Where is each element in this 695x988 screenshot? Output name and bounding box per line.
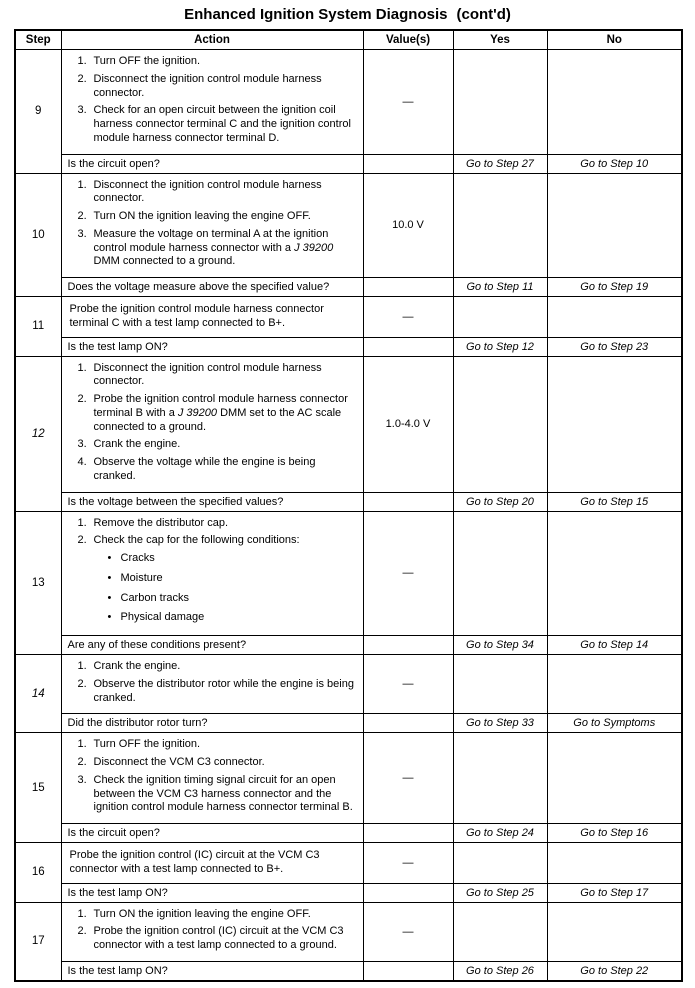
yes-spacer-cell (453, 843, 547, 884)
action-item-text: Measure the voltage on terminal A at the ignition control module harness connector with a J 39200 DMM connected to a ground. (93, 227, 334, 268)
no-spacer-cell (547, 733, 682, 824)
yes-spacer-cell (453, 50, 547, 155)
yes-result: Go to Step 33 (453, 714, 547, 733)
action-item-text: Disconnect the ignition control module harness connector. (93, 72, 322, 99)
bullet-marker: • (107, 552, 112, 564)
step-number-cell: 11 (15, 297, 61, 357)
no-spacer-cell (547, 843, 682, 884)
action-item-text: Observe the voltage while the engine is being cranked. (93, 456, 316, 482)
column-header-step: Step (15, 30, 61, 50)
diagnosis-table (14, 29, 683, 982)
question-text: Is the test lamp ON? (61, 961, 363, 981)
action-item-number: 1. (77, 361, 87, 374)
action-item-number: 3. (77, 104, 87, 117)
no-spacer-cell (547, 902, 682, 961)
action-cell (61, 511, 363, 636)
column-header-yes: Yes (453, 30, 547, 50)
step-actions-row (15, 733, 682, 824)
action-item-number: 1. (77, 55, 87, 67)
value-cell: — (363, 733, 453, 824)
page-title-suffix: (cont'd) (456, 6, 511, 23)
action-item-number: 3. (77, 773, 87, 786)
table-header-row (15, 30, 682, 50)
no-result: Go to Step 19 (547, 278, 682, 297)
no-result: Go to Step 15 (547, 492, 682, 511)
action-item-text: Disconnect the ignition control module harness connector. (93, 178, 322, 205)
action-cell (61, 356, 363, 492)
action-bullet-text: Cracks (120, 552, 155, 564)
value-cell: 10.0 V (363, 173, 453, 278)
value-cell: 1.0-4.0 V (363, 356, 453, 492)
yes-spacer-cell (453, 173, 547, 278)
no-result: Go to Step 22 (547, 961, 682, 981)
action-item (78, 73, 357, 101)
action-cell (61, 50, 363, 155)
step-number-cell: 14 (15, 655, 61, 733)
action-bullet-item (108, 552, 357, 566)
action-bullet-item (108, 611, 357, 625)
question-text: Is the test lamp ON? (61, 883, 363, 902)
action-item-text: Probe the ignition control (IC) circuit at the VCM C3 connector with a test lamp connected to a ground. (93, 925, 344, 951)
step-actions-row (15, 902, 682, 961)
question-text: Does the voltage measure above the specified value? (61, 278, 363, 297)
step-question-row (15, 961, 682, 981)
step-actions-row (15, 655, 682, 714)
action-item-number: 1. (77, 738, 87, 751)
value-spacer-cell (363, 154, 453, 173)
yes-spacer-cell (453, 356, 547, 492)
action-item-number: 1. (77, 516, 87, 529)
no-result: Go to Step 23 (547, 337, 682, 356)
action-bullet-item (108, 572, 357, 586)
action-item (78, 908, 357, 922)
step-number-cell: 12 (15, 356, 61, 511)
action-item (78, 756, 357, 770)
value-cell: — (363, 50, 453, 155)
step-question-row (15, 714, 682, 733)
step-question-row (15, 278, 682, 297)
action-bullet-text: Moisture (120, 571, 163, 584)
yes-spacer-cell (453, 655, 547, 714)
no-spacer-cell (547, 50, 682, 155)
value-cell: — (363, 297, 453, 338)
action-item-text: Turn ON the ignition leaving the engine OFF. (93, 907, 311, 920)
yes-spacer-cell (453, 297, 547, 338)
step-number-cell: 16 (15, 843, 61, 903)
yes-result: Go to Step 27 (453, 154, 547, 173)
yes-spacer-cell (453, 733, 547, 824)
page-title-main: Enhanced Ignition System Diagnosis (184, 6, 448, 23)
action-cell (61, 843, 363, 884)
action-item-number: 3. (77, 227, 87, 240)
step-actions-row (15, 356, 682, 492)
action-item (78, 517, 357, 531)
action-item-text: Probe the ignition control module harness connector terminal B with a J 39200 DMM set to the AC scale connected to a ground. (93, 393, 348, 433)
action-item (78, 738, 357, 752)
action-item-text: Remove the distributor cap. (93, 516, 229, 529)
yes-result: Go to Step 11 (453, 278, 547, 297)
step-question-row (15, 492, 682, 511)
action-item-number: 2. (77, 72, 87, 85)
action-item-number: 1. (77, 660, 87, 672)
action-item-text: Disconnect the VCM C3 connector. (93, 756, 265, 768)
no-result: Go to Step 14 (547, 636, 682, 655)
action-cell (61, 173, 363, 278)
question-text: Is the circuit open? (61, 824, 363, 843)
yes-result: Go to Step 25 (453, 883, 547, 902)
step-question-row (15, 824, 682, 843)
no-result: Go to Symptoms (547, 714, 682, 733)
action-item (78, 534, 357, 548)
action-item-text: Turn OFF the ignition. (93, 738, 201, 751)
action-item-number: 2. (77, 393, 87, 405)
value-cell: — (363, 843, 453, 884)
value-spacer-cell (363, 883, 453, 902)
yes-spacer-cell (453, 511, 547, 636)
action-item-text: Check for an open circuit between the ignition coil harness connector terminal C and the ignition control module harness connector terminal D. (93, 104, 351, 144)
bullet-marker: • (107, 591, 112, 604)
question-text: Is the test lamp ON? (61, 337, 363, 356)
no-spacer-cell (547, 655, 682, 714)
action-bullet-item (108, 592, 357, 606)
yes-spacer-cell (453, 902, 547, 961)
no-result: Go to Step 10 (547, 154, 682, 173)
value-spacer-cell (363, 636, 453, 655)
step-number-cell: 13 (15, 511, 61, 655)
value-cell: — (363, 655, 453, 714)
action-item-number: 3. (77, 438, 87, 451)
no-spacer-cell (547, 356, 682, 492)
bullet-marker: • (107, 571, 112, 584)
value-spacer-cell (363, 961, 453, 981)
action-item-text: Turn OFF the ignition. (93, 55, 201, 67)
value-cell: — (363, 902, 453, 961)
yes-result: Go to Step 26 (453, 961, 547, 981)
action-item (78, 925, 357, 953)
action-bullet-text: Carbon tracks (120, 591, 189, 604)
action-item-number: 1. (77, 907, 87, 920)
action-item-number: 2. (77, 756, 87, 768)
action-item-text: Crank the engine. (93, 438, 181, 451)
step-question-row (15, 337, 682, 356)
action-item-number: 4. (77, 456, 87, 468)
step-number-cell: 9 (15, 50, 61, 174)
value-spacer-cell (363, 492, 453, 511)
question-text: Is the voltage between the specified values? (61, 492, 363, 511)
action-cell (61, 297, 363, 338)
action-item (78, 393, 357, 434)
yes-result: Go to Step 34 (453, 636, 547, 655)
value-cell: — (363, 511, 453, 636)
no-result: Go to Step 17 (547, 883, 682, 902)
no-spacer-cell (547, 511, 682, 636)
step-question-row (15, 154, 682, 173)
action-item (78, 228, 357, 269)
bullet-marker: • (107, 611, 112, 624)
yes-result: Go to Step 24 (453, 824, 547, 843)
action-item-text: Turn ON the ignition leaving the engine OFF. (93, 210, 311, 222)
step-number-cell: 15 (15, 733, 61, 843)
action-item-text: Check the ignition timing signal circuit for an open between the VCM C3 harness connector and the ignition control module harness connector terminal B. (93, 773, 353, 814)
step-actions-row (15, 173, 682, 278)
question-text: Are any of these conditions present? (61, 636, 363, 655)
step-number-cell: 10 (15, 173, 61, 297)
action-cell (61, 733, 363, 824)
action-item (78, 104, 357, 145)
column-header-no: No (547, 30, 682, 50)
step-actions-row (15, 297, 682, 338)
action-text: Probe the ignition control (IC) circuit at the VCM C3 connector with a test lamp connected to B+. (69, 849, 320, 875)
action-item-text: Crank the engine. (93, 660, 181, 672)
action-item-number: 2. (77, 210, 87, 222)
no-result: Go to Step 16 (547, 824, 682, 843)
page-title (14, 6, 681, 23)
action-item (78, 660, 357, 674)
action-text: Probe the ignition control module harness connector terminal C with a test lamp connected to B+. (69, 303, 324, 329)
action-cell (61, 655, 363, 714)
value-spacer-cell (363, 278, 453, 297)
step-number-cell: 17 (15, 902, 61, 981)
action-item-number: 2. (77, 677, 87, 690)
action-item (78, 456, 357, 484)
action-item (78, 362, 357, 390)
no-spacer-cell (547, 297, 682, 338)
question-text: Did the distributor rotor turn? (61, 714, 363, 733)
action-item-text: Disconnect the ignition control module harness connector. (93, 361, 322, 388)
action-item (78, 210, 357, 224)
step-question-row (15, 883, 682, 902)
column-header-value: Value(s) (363, 30, 453, 50)
action-item (78, 438, 357, 452)
value-spacer-cell (363, 337, 453, 356)
step-question-row (15, 636, 682, 655)
question-text: Is the circuit open? (61, 154, 363, 173)
action-item (78, 55, 357, 69)
step-actions-row (15, 843, 682, 884)
diagnosis-table-body (15, 50, 682, 981)
value-spacer-cell (363, 824, 453, 843)
yes-result: Go to Step 12 (453, 337, 547, 356)
action-item (78, 774, 357, 815)
action-item (78, 678, 357, 706)
action-item-text: Check the cap for the following conditions: (93, 534, 300, 547)
action-item-number: 1. (77, 178, 87, 191)
value-spacer-cell (363, 714, 453, 733)
action-item-text: Observe the distributor rotor while the engine is being cranked. (93, 677, 354, 704)
column-header-action: Action (61, 30, 363, 50)
action-item-number: 2. (77, 925, 87, 938)
yes-result: Go to Step 20 (453, 492, 547, 511)
action-item-number: 2. (77, 534, 87, 547)
step-actions-row (15, 511, 682, 636)
action-cell (61, 902, 363, 961)
no-spacer-cell (547, 173, 682, 278)
step-actions-row (15, 50, 682, 155)
action-bullet-text: Physical damage (120, 611, 205, 624)
action-item (78, 179, 357, 207)
